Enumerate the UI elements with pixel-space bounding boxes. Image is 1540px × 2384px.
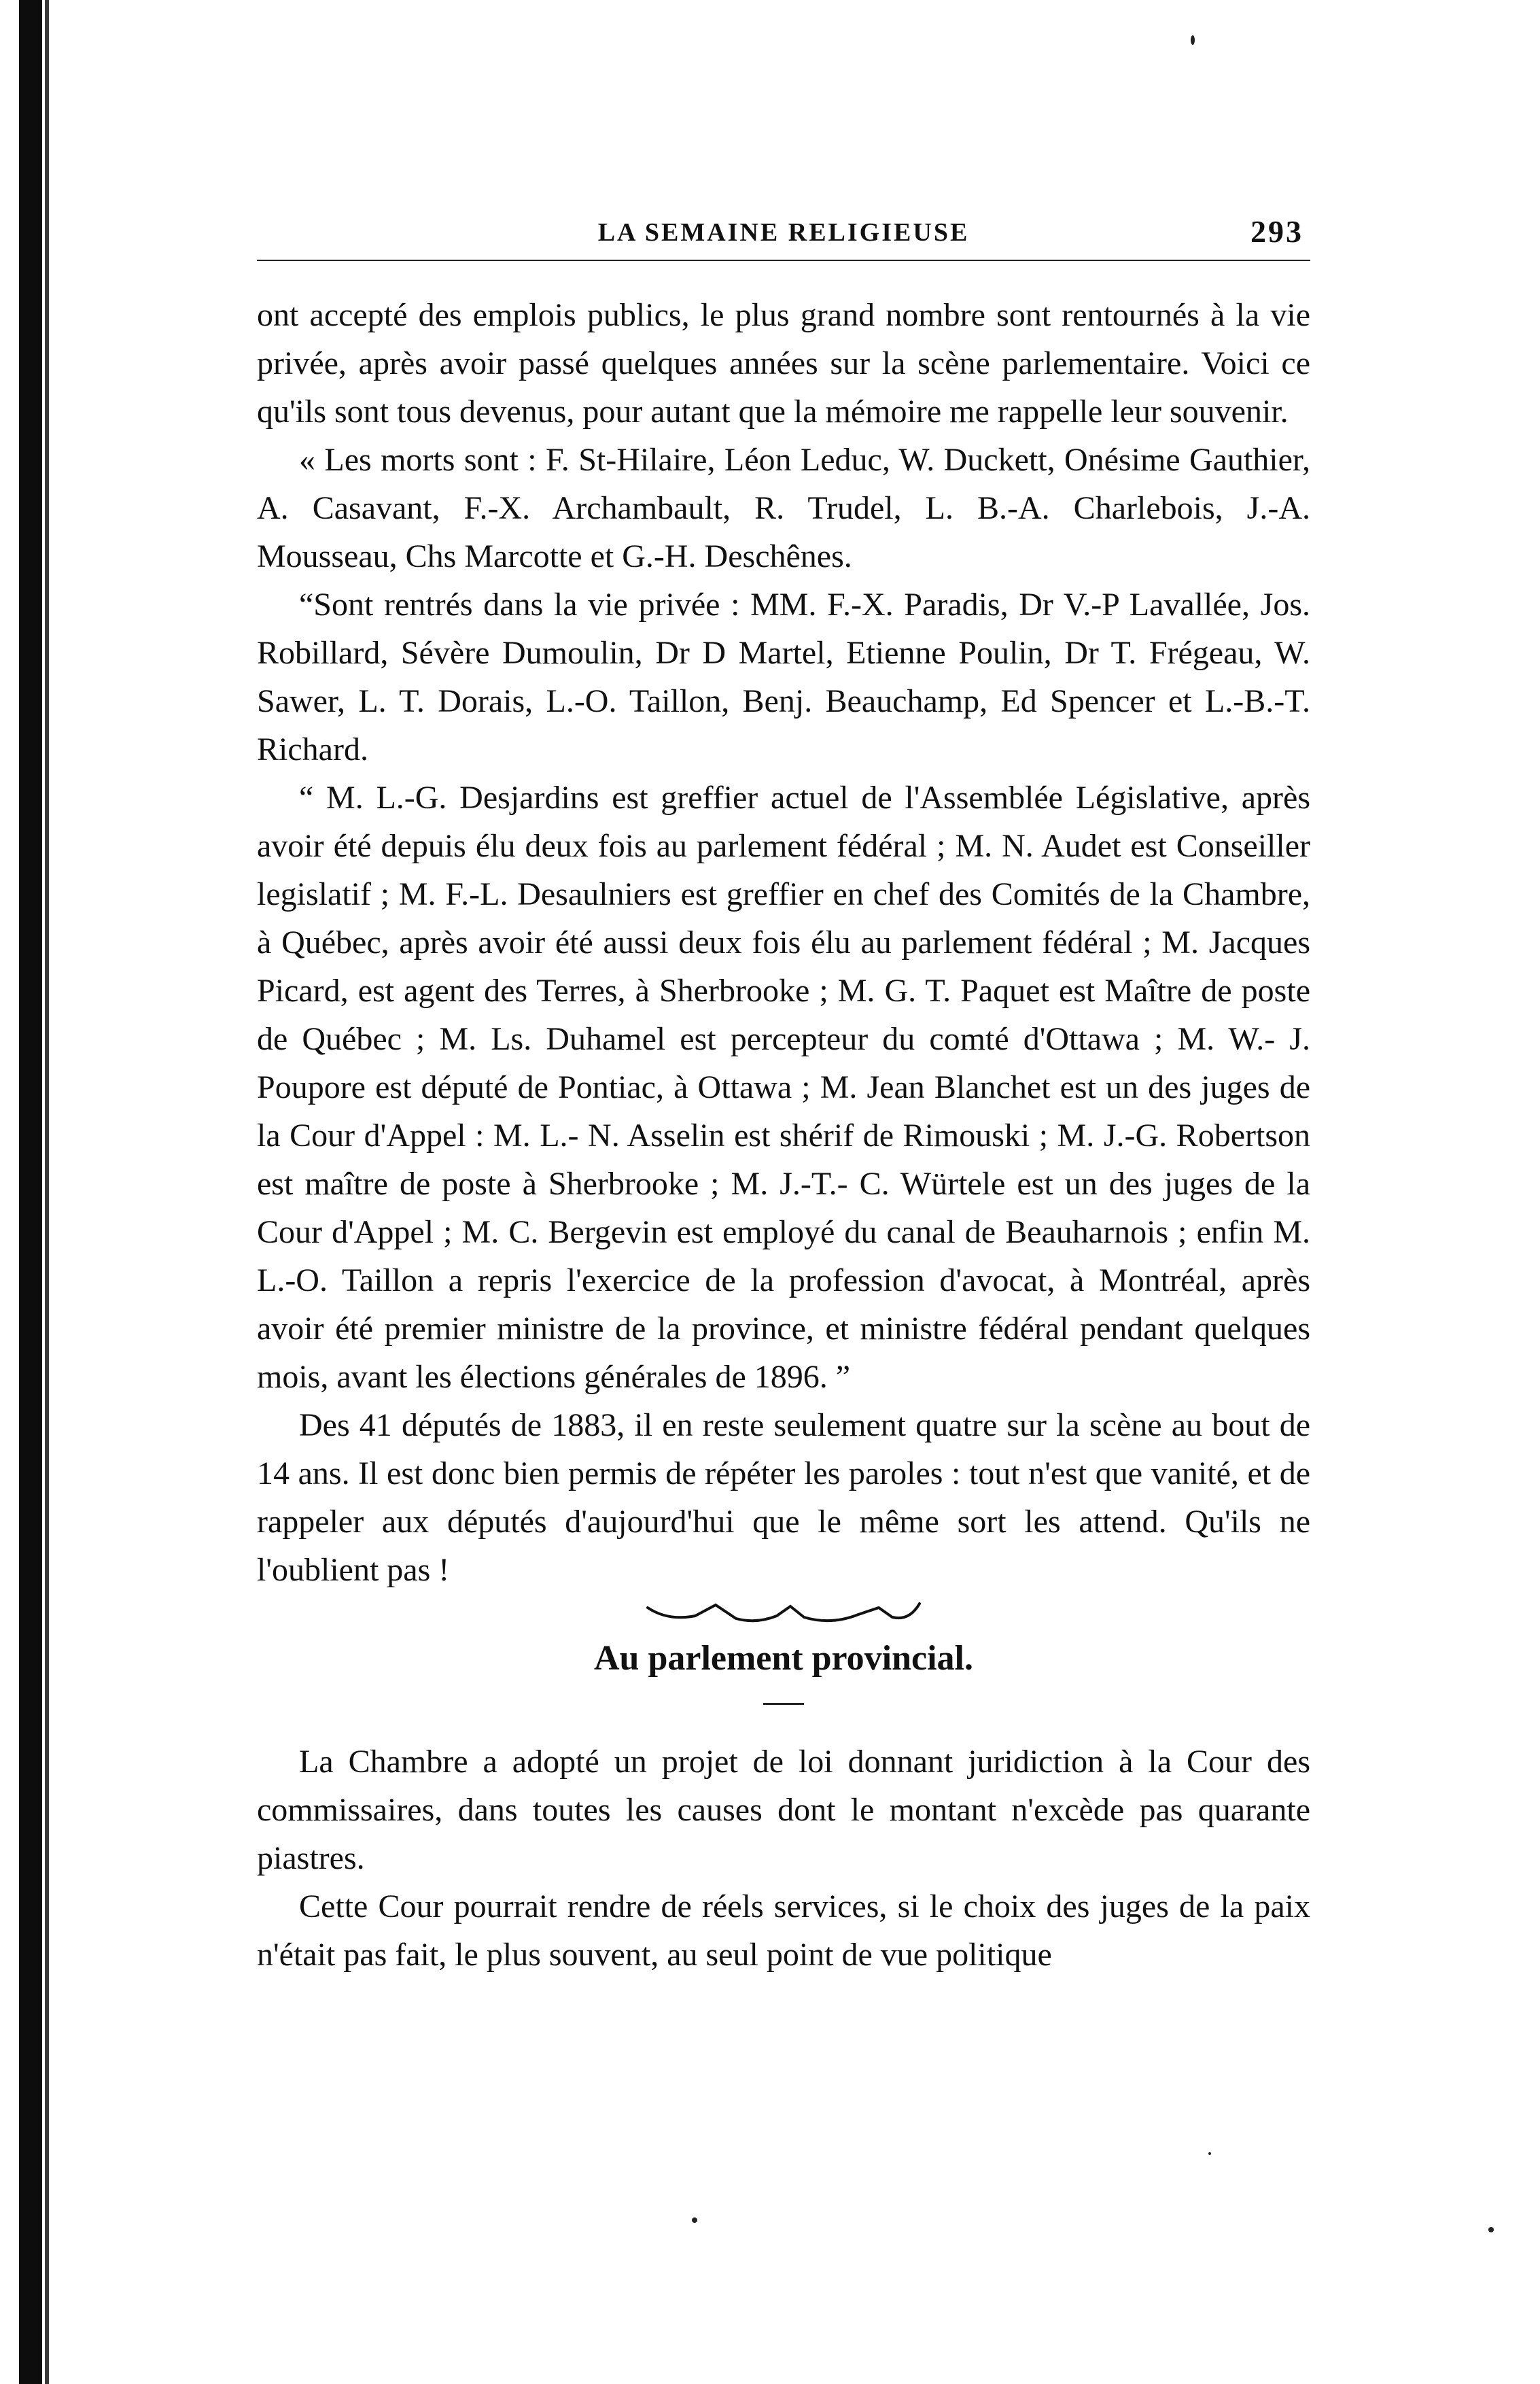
scan-binding-edge: [19, 0, 42, 2384]
section-rule: [763, 1703, 804, 1705]
page-number: 293: [1250, 214, 1303, 249]
paragraph-4: “ M. L.-G. Desjardins est greffier actuel de l'Assemblée Législative, après avoir été depuis élu deux fois au parlement fédéral ; M. N. Audet est Conseiller legislatif ; M. F.-L. Desaulniers est greffier en chef des Comités de la Chambre, à Québec, après avoir été aussi deux fois élu au parlement fédéral ; M. Jacques Picard, est agent des Terres, à Sherbrooke ; M. G. T. Paquet est Maître de poste de Québec ; M. Ls. Duhamel est percepteur du comté d'Ottawa ; M. W.- J. Poupore est député de Pontiac, à Ottawa ; M. Jean Blanchet est un des juges de la Cour d'Appel : M. L.- N. Asselin est shérif de Rimouski ; M. J.-G. Robertson est maître de poste à Sherbrooke ; M. J.-T.- C. Würtele est un des juges de la Cour d'Appel ; M. C. Bergevin est employé du canal de Beauharnois ; enfin M. L.-O. Taillon a repris l'exercice de la profession d'avocat, à Montréal, après avoir été premier ministre de la province, et ministre fédéral pendant quelques mois, avant les élections générales de 1896. ”: [257, 780, 1310, 1395]
header-rule: [257, 260, 1310, 261]
paragraph-2: « Les morts sont : F. St-Hilaire, Léon Leduc, W. Duckett, Onésime Gauthier, A. Casavant, F.-X. Archambault, R. Trudel, L. B.-A. Charlebois, J.-A. Mousseau, Chs Marcotte et G.-H. Deschênes.: [257, 442, 1310, 574]
running-title: LA SEMAINE RELIGIEUSE: [597, 218, 970, 247]
paragraph-5: Des 41 députés de 1883, il en reste seulement quatre sur la scène au bout de 14 ans. Il est donc bien permis de répéter les paroles : tout n'est que vanité, et de rappeler aux députés d'aujourd'hui que le même sort les attend. Qu'ils ne l'oublient pas !: [257, 1407, 1310, 1588]
paragraph-1: ont accepté des emplois publics, le plus grand nombre sont rentournés à la vie privée, après avoir passé quelques années sur la scène parlementaire. Voici ce qu'ils sont tous devenus, pour autant que la mémoire me rappelle leur souvenir.: [257, 297, 1310, 430]
section-paragraph-1: La Chambre a adopté un projet de loi donnant juridiction à la Cour des commissaires, dans toutes les causes dont le montant n'excède pas quarante piastres.: [257, 1744, 1310, 1876]
scan-speck: [1208, 2152, 1211, 2155]
section-paragraph-2: Cette Cour pourrait rendre de réels services, si le choix des juges de la paix n'était pas fait, le plus souvent, au seul point de vue politique: [257, 1888, 1310, 1973]
scan-binding-shadow: [45, 0, 49, 2384]
scan-speck: [692, 2217, 697, 2223]
running-header: [257, 214, 1310, 256]
paragraph-3: “Sont rentrés dans la vie privée : MM. F.-X. Paradis, Dr V.-P Lavallée, Jos. Robillard, Sévère Dumoulin, Dr D Martel, Etienne Poulin, Dr T. Frégeau, W. Sawer, L. T. Dorais, L.-O. Taillon, Benj. Beauchamp, Ed Spencer et L.-B.-T. Richard.: [257, 587, 1310, 767]
section-title: Au parlement provincial.: [593, 1639, 974, 1678]
page-content: [257, 214, 1310, 1979]
scan-speck: [1488, 2227, 1494, 2232]
scan-speck: [1191, 35, 1195, 45]
ornament-divider: [641, 1598, 926, 1629]
